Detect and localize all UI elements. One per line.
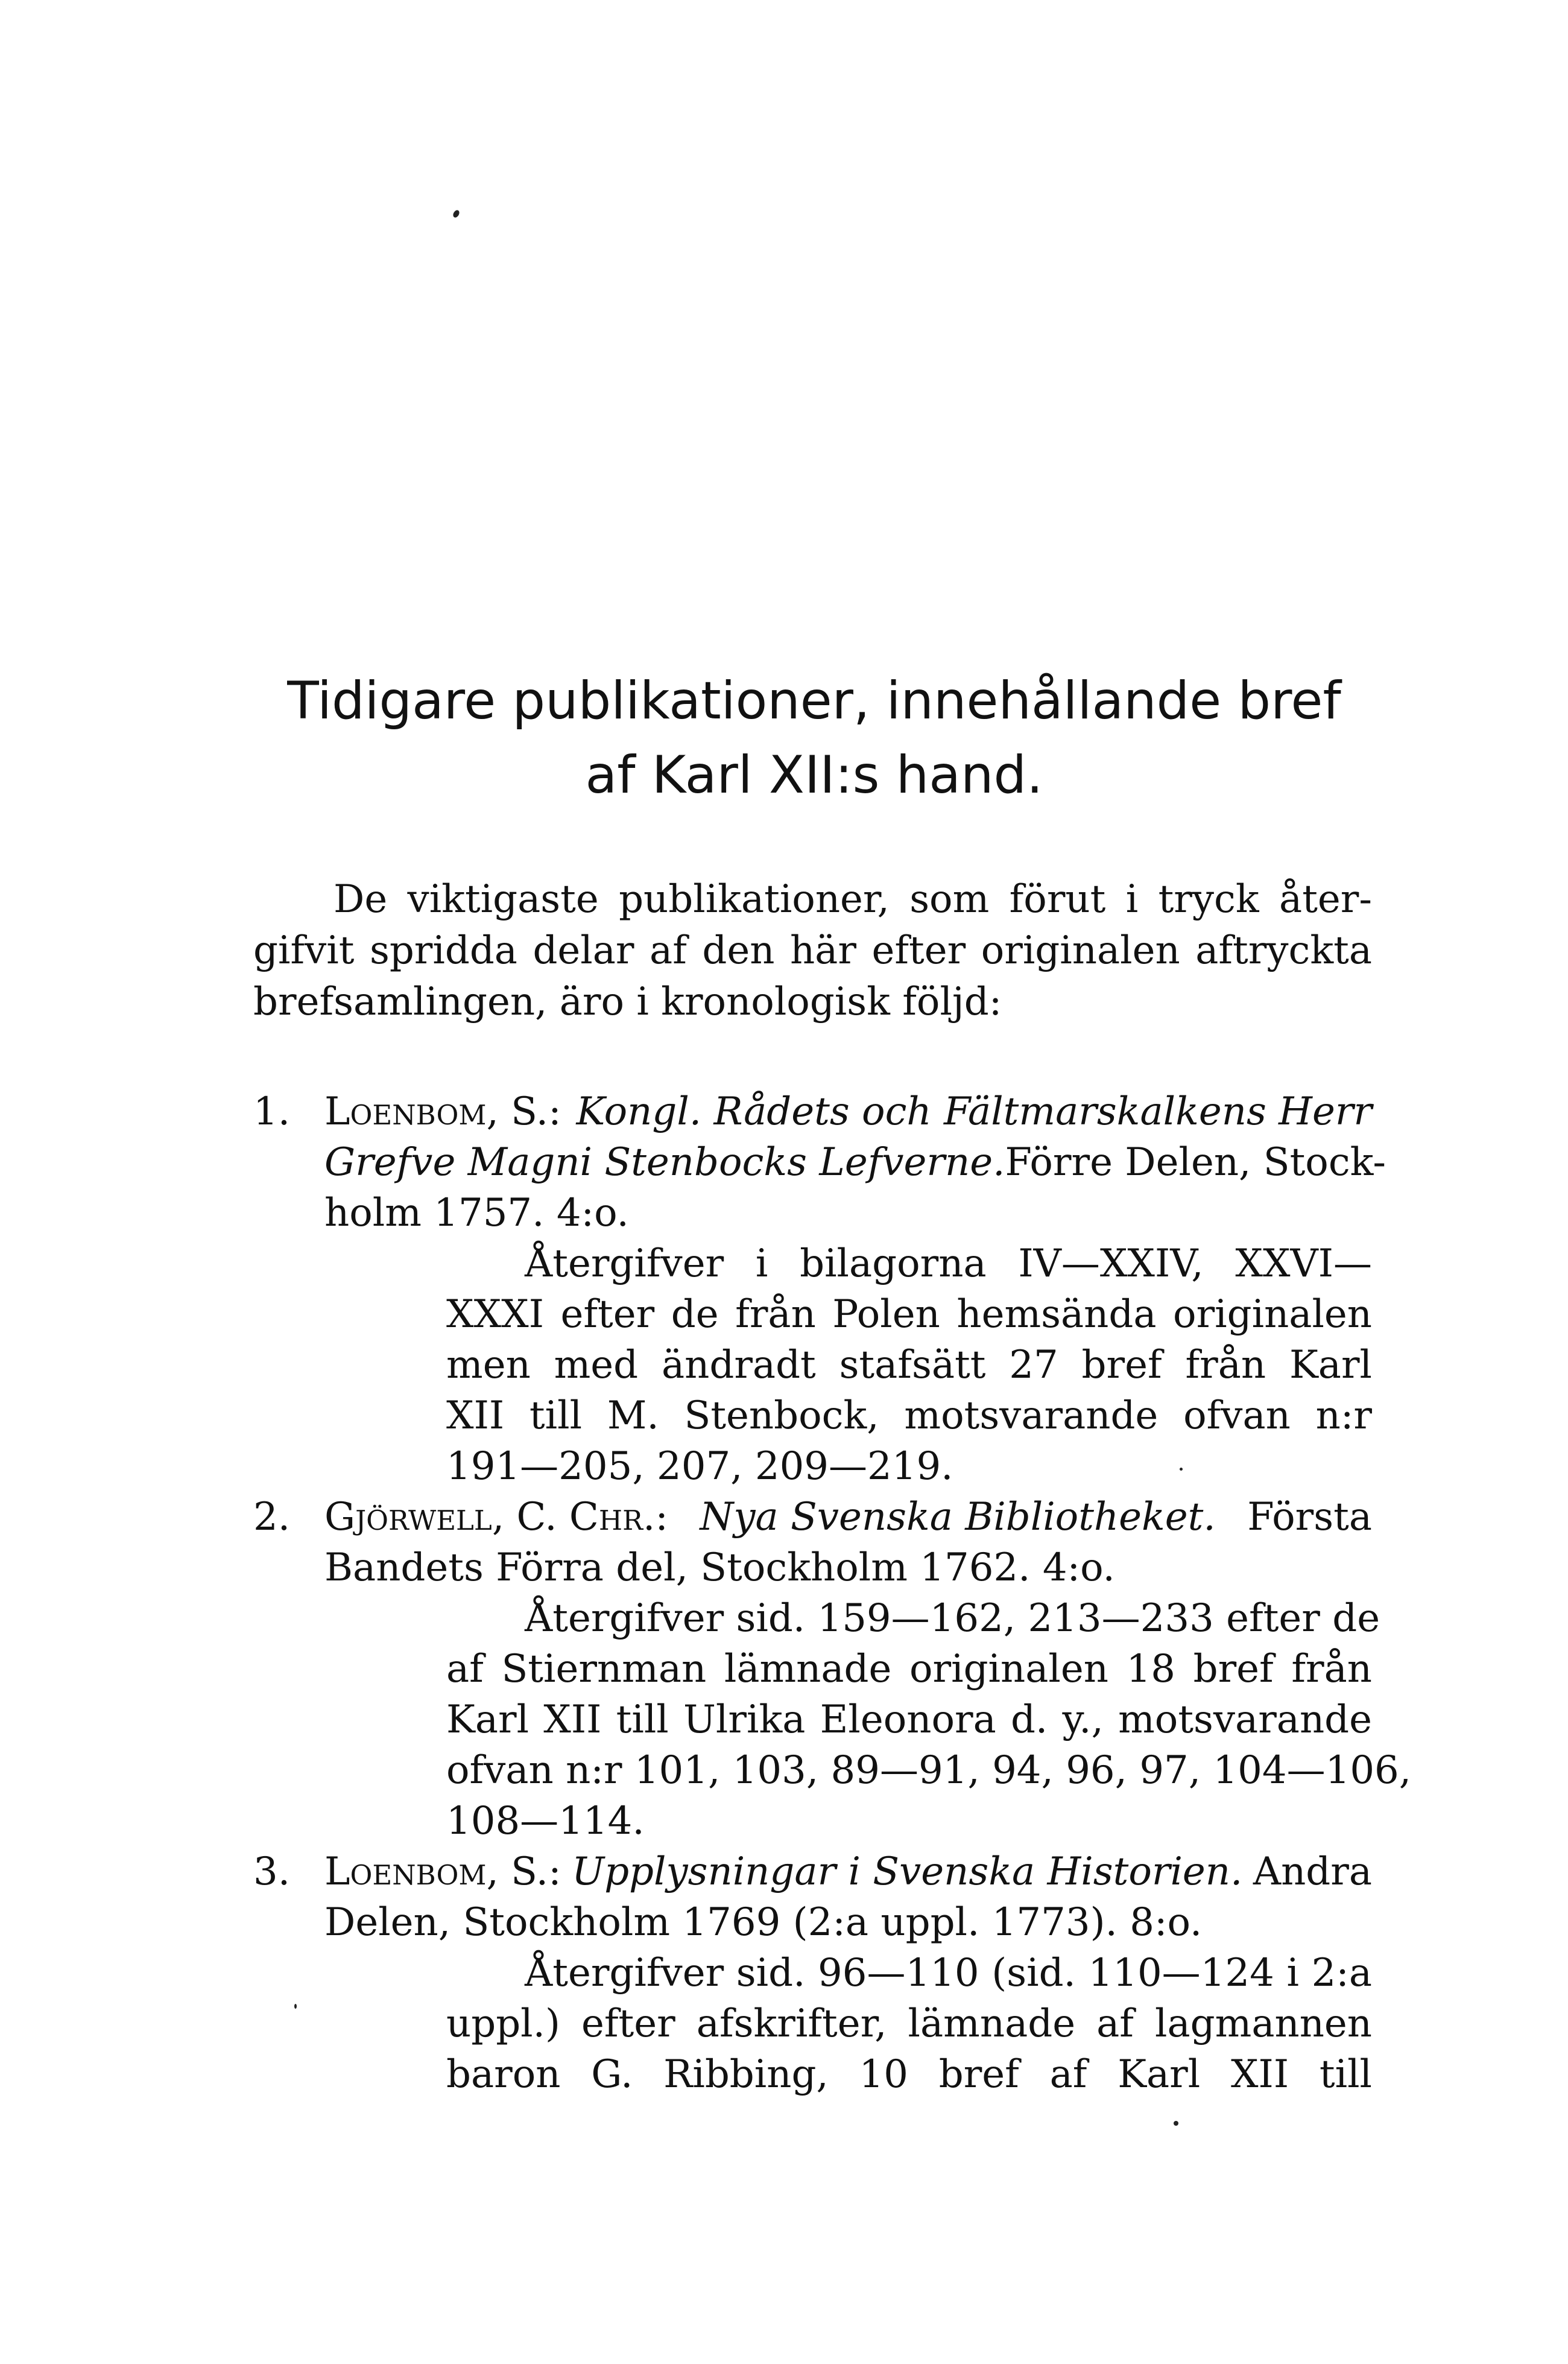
ink-speck (452, 209, 460, 219)
entry-2-note-line-2: af Stiernman lämnade originalen 18 bref från (446, 1647, 1372, 1691)
page-title-line-2: af Karl XII:s hand. (585, 745, 1043, 805)
entry-3-number: 3. (253, 1849, 291, 1894)
ink-speck (294, 2004, 297, 2009)
entry-2-line-1 (324, 1495, 1372, 1539)
entry-3-note-line-1: Återgifver sid. 96—110 (sid. 110—124 i 2:a (525, 1951, 1372, 1995)
entry-2-note-line-4: ofvan n:r 101, 103, 89—91, 94, 96, 97, 104—106, (446, 1748, 1412, 1793)
page-title-line-1: Tidigare publikationer, innehållande bref (287, 671, 1341, 731)
entry-2-number: 2. (253, 1495, 291, 1539)
entry-2-line-2: Bandets Förra del, Stockholm 1762. 4:o. (324, 1545, 1115, 1590)
entry-1-title-part-2: Grefve Magni Stenbocks Lefverne. (324, 1140, 1005, 1185)
ink-speck (1180, 1468, 1183, 1471)
entry-1-number: 1. (253, 1089, 291, 1134)
entry-1-note-line-4: XII till M. Stenbock, motsvarande ofvan n:r (446, 1393, 1372, 1438)
entry-1-line-2 (324, 1140, 1386, 1185)
entry-3-note-line-2: uppl.) efter afskrifter, lämnade af lagmannen (446, 2001, 1372, 2046)
entry-3-line-2: Delen, Stockholm 1769 (2:a uppl. 1773). 8:o. (324, 1900, 1203, 1945)
entry-2-note-line-1: Återgifver sid. 159—162, 213—233 efter de (525, 1596, 1380, 1641)
entry-2-imprint-start: Första (1247, 1495, 1372, 1539)
intro-line-1: De viktigaste publikationer, som förut i tryck åter- (334, 877, 1372, 922)
entry-2-author: Gjörwell, C. Chr.: (324, 1495, 668, 1539)
entry-1-note-line-2: XXXI efter de från Polen hemsända originalen (446, 1292, 1372, 1337)
entry-2-note-line-5: 108—114. (446, 1799, 645, 1843)
entry-1-line-3: holm 1757. 4:o. (324, 1191, 629, 1235)
entry-1-title-part-1: Kongl. Rådets och Fältmarskalkens Herr (576, 1089, 1372, 1134)
entry-1-line-1 (324, 1089, 1372, 1134)
entry-3-author: Loenbom, S.: (324, 1849, 561, 1894)
entry-3-title: Upplysningar i Svenska Historien. (572, 1849, 1243, 1894)
entry-1-note-line-3: men med ändradt stafsätt 27 bref från Karl (446, 1343, 1372, 1387)
entry-1-imprint: Förre Delen, Stock- (1005, 1140, 1386, 1185)
entry-1-author: Loenbom, S.: (324, 1089, 561, 1134)
entry-3-imprint-start: Andra (1253, 1849, 1372, 1894)
ink-speck (1174, 2121, 1178, 2126)
entry-2-note-line-3: Karl XII till Ulrika Eleonora d. y., motsvarande (446, 1697, 1372, 1742)
intro-line-3: brefsamlingen, äro i kronologisk följd: (253, 980, 1002, 1024)
entry-3-line-1 (324, 1849, 1372, 1894)
entry-1-note-line-5: 191—205, 207, 209—219. (446, 1444, 953, 1489)
intro-line-2: gifvit spridda delar af den här efter originalen aftryckta (253, 928, 1372, 973)
entry-3-note-line-3: baron G. Ribbing, 10 bref af Karl XII till (446, 2052, 1372, 2097)
entry-2-title: Nya Svenska Bibliotheket. (700, 1495, 1216, 1539)
entry-1-note-line-1: Återgifver i bilagorna IV—XXIV, XXVI— (525, 1241, 1372, 1286)
